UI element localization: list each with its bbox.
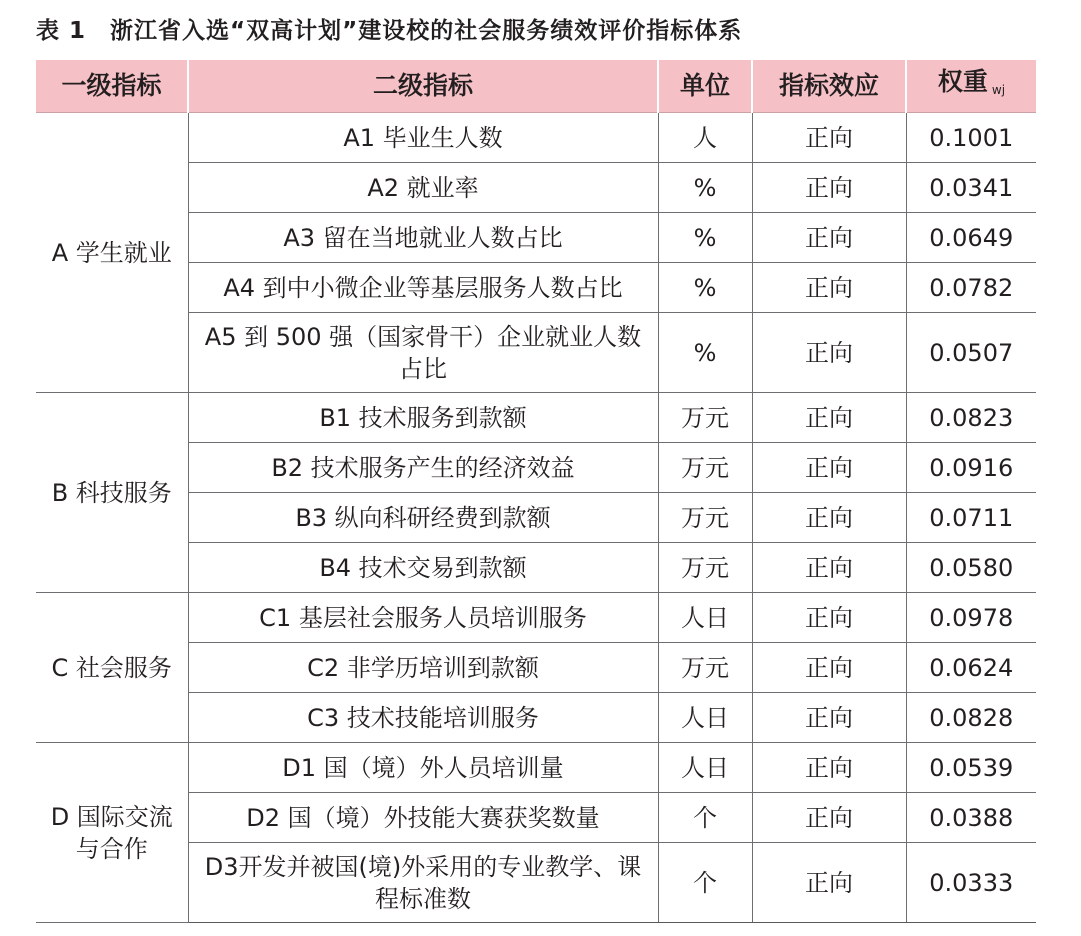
header-effect: 指标效应 xyxy=(752,60,906,113)
table-caption: 表 1 浙江省入选“双高计划”建设校的社会服务绩效评价指标体系 xyxy=(36,18,743,44)
indicator-cell: A3 留在当地就业人数占比 xyxy=(188,213,658,263)
table-row xyxy=(36,593,1036,643)
table-row xyxy=(36,113,1036,163)
effect-cell: 正向 xyxy=(752,313,906,393)
weight-cell: 0.1001 xyxy=(906,113,1036,163)
header-weight xyxy=(906,60,1036,113)
weight-cell: 0.0333 xyxy=(906,843,1036,923)
effect-cell: 正向 xyxy=(752,543,906,593)
effect-cell: 正向 xyxy=(752,793,906,843)
weight-cell: 0.0624 xyxy=(906,643,1036,693)
effect-cell: 正向 xyxy=(752,493,906,543)
unit-cell: % xyxy=(658,213,752,263)
header-weight-label: 权重 xyxy=(937,67,988,96)
unit-cell: 万元 xyxy=(658,643,752,693)
header-unit: 单位 xyxy=(658,60,752,113)
level1-cell: A 学生就业 xyxy=(36,113,188,393)
header-level2: 二级指标 xyxy=(188,60,658,113)
indicator-cell: B2 技术服务产生的经济效益 xyxy=(188,443,658,493)
indicator-cell: B4 技术交易到款额 xyxy=(188,543,658,593)
indicator-cell: C1 基层社会服务人员培训服务 xyxy=(188,593,658,643)
indicator-cell: A4 到中小微企业等基层服务人数占比 xyxy=(188,263,658,313)
effect-cell: 正向 xyxy=(752,393,906,443)
weight-cell: 0.0711 xyxy=(906,493,1036,543)
effect-cell: 正向 xyxy=(752,213,906,263)
table-row xyxy=(36,743,1036,793)
weight-cell: 0.0539 xyxy=(906,743,1036,793)
effect-cell: 正向 xyxy=(752,593,906,643)
indicator-cell: B3 纵向科研经费到款额 xyxy=(188,493,658,543)
unit-cell: 万元 xyxy=(658,493,752,543)
weight-cell: 0.0649 xyxy=(906,213,1036,263)
weight-cell: 0.0978 xyxy=(906,593,1036,643)
indicator-cell: A1 毕业生人数 xyxy=(188,113,658,163)
indicator-cell: D2 国（境）外技能大赛获奖数量 xyxy=(188,793,658,843)
header-level1: 一级指标 xyxy=(36,60,188,113)
unit-cell: % xyxy=(658,163,752,213)
unit-cell: 万元 xyxy=(658,393,752,443)
header-weight-sub: wj xyxy=(991,83,1006,97)
weight-cell: 0.0580 xyxy=(906,543,1036,593)
indicator-cell: B1 技术服务到款额 xyxy=(188,393,658,443)
unit-cell: 人 xyxy=(658,113,752,163)
weight-cell: 0.0782 xyxy=(906,263,1036,313)
unit-cell: 个 xyxy=(658,793,752,843)
unit-cell: 个 xyxy=(658,843,752,923)
indicator-cell: A5 到 500 强（国家骨干）企业就业人数占比 xyxy=(188,313,658,393)
effect-cell: 正向 xyxy=(752,113,906,163)
level1-cell: B 科技服务 xyxy=(36,393,188,593)
unit-cell: 人日 xyxy=(658,693,752,743)
indicator-cell: C3 技术技能培训服务 xyxy=(188,693,658,743)
weight-cell: 0.0828 xyxy=(906,693,1036,743)
indicator-cell: D1 国（境）外人员培训量 xyxy=(188,743,658,793)
weight-cell: 0.0388 xyxy=(906,793,1036,843)
weight-cell: 0.0341 xyxy=(906,163,1036,213)
effect-cell: 正向 xyxy=(752,693,906,743)
indicator-cell: D3开发并被国(境)外采用的专业教学、课程标准数 xyxy=(188,843,658,923)
effect-cell: 正向 xyxy=(752,263,906,313)
unit-cell: 万元 xyxy=(658,443,752,493)
table-header-row xyxy=(36,60,1036,113)
unit-cell: 人日 xyxy=(658,593,752,643)
effect-cell: 正向 xyxy=(752,163,906,213)
unit-cell: % xyxy=(658,313,752,393)
unit-cell: 万元 xyxy=(658,543,752,593)
level1-cell: D 国际交流与合作 xyxy=(36,743,188,923)
effect-cell: 正向 xyxy=(752,643,906,693)
effect-cell: 正向 xyxy=(752,443,906,493)
indicator-cell: A2 就业率 xyxy=(188,163,658,213)
weight-cell: 0.0823 xyxy=(906,393,1036,443)
effect-cell: 正向 xyxy=(752,743,906,793)
weight-cell: 0.0916 xyxy=(906,443,1036,493)
table-row xyxy=(36,393,1036,443)
level1-cell: C 社会服务 xyxy=(36,593,188,743)
unit-cell: 人日 xyxy=(658,743,752,793)
indicator-table xyxy=(36,60,1036,923)
indicator-cell: C2 非学历培训到款额 xyxy=(188,643,658,693)
unit-cell: % xyxy=(658,263,752,313)
effect-cell: 正向 xyxy=(752,843,906,923)
weight-cell: 0.0507 xyxy=(906,313,1036,393)
